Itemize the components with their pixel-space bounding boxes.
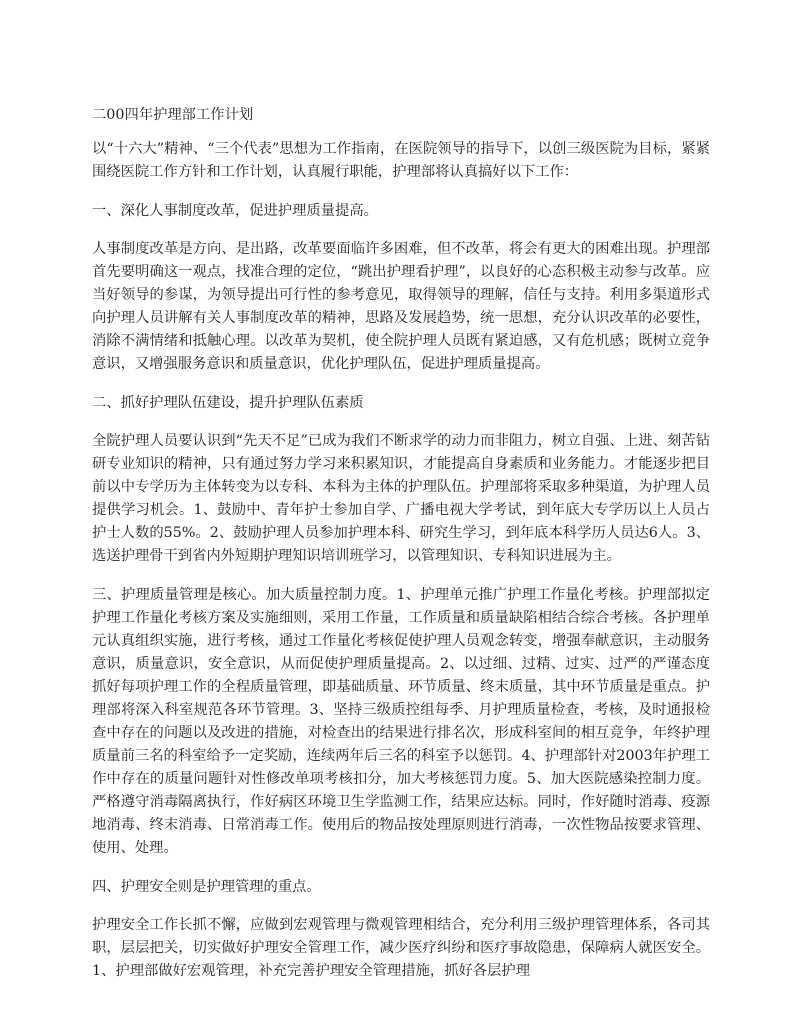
section-paragraph-2: 全院护理人员要认识到“先天不足”已成为我们不断求学的动力而非阻力，树立自强、上进、刻苦钻研专业知识的精神，只有通过努力学习来积累知识，才能提高自身素质和业务能力。才能逐步把目前以中专学历为主体转变为以专科、本科为主体的护理队伍。护理部将采取多种渠道，为护理人员提供学习机会。1、鼓励中、青年护士参加自学、广播电视大学考试，到年底大专学历以上人员占护士人数的55%。2、鼓励护理人员参加护理本科、研究生学习，到年底本科学历人员达6人。3、选送护理骨干到省内外短期护理知识培训班学习，以管理知识、专科知识进展为主。: [92, 433, 710, 564]
section-heading-2: 二、抓好护理队伍建设，提升护理队伍素质: [92, 395, 364, 411]
document-body: [92, 104, 710, 999]
section-paragraph-1: 人事制度改革是方向、是出路，改革要面临许多困难，但不改革，将会有更大的困难出现。护理部首先要明确这一观点，找准合理的定位，“跳出护理看护理”，以良好的心态积极主动参与改革。应当好领导的参谋，为领导提出可行性的参考意见，取得领导的理解，信任与支持。利用多渠道形式向护理人员讲解有关人事制度改革的精神，思路及发展趋势，统一思想，充分认识改革的必要性，消除不满情绪和抵触心理。以改革为契机，使全院护理人员既有紧迫感，又有危机感；既树立竞争意识，又增强服务意识和质量意识，优化护理队伍，促进护理质量提高。: [92, 241, 710, 372]
section-heading-1: 一、深化人事制度改革，促进护理质量提高。: [92, 203, 378, 219]
section-paragraph-4: 护理安全工作长抓不懈，应做到宏观管理与微观管理相结合，充分利用三级护理管理体系，各司其职，层层把关，切实做好护理安全管理工作，减少医疗纠纷和医疗事故隐患，保障病人就医安全。1、护理部做好宏观管理，补充完善护理安全管理措施，抓好各层护理: [92, 917, 710, 979]
intro-paragraph: 以“十六大”精神、“三个代表”思想为工作指南，在医院领导的指导下，以创三级医院为目标，紧紧围绕医院工作方针和工作计划，认真履行职能，护理部将认真搞好以下工作：: [92, 141, 710, 180]
document-title: 二00四年护理部工作计划: [92, 107, 254, 123]
section-heading-4: 四、护理安全则是护理管理的重点。: [92, 879, 321, 895]
section-paragraph-3: 三、护理质量管理是核心。加大质量控制力度。1、护理单元推广护理工作量化考核。护理部拟定护理工作量化考核方案及实施细则，采用工作量，工作质量和质量缺陷相结合综合考核。各护理单元认真组织实施，进行考核，通过工作量化考核促使护理人员观念转变，增强奉献意识，主动服务意识，质量意识，安全意识，从而促使护理质量提高。2、以过细、过精、过实、过严的严谨态度抓好每项护理工作的全程质量管理，即基础质量、环节质量、终末质量，其中环节质量是重点。护理部将深入科室规范各环节管理。3、坚持三级质控组每季、月护理质量检查，考核，及时通报检查中存在的问题以及改进的措施，对检查出的结果进行排名次，形成科室间的相互竞争，年终护理质量前三名的科室给予一定奖励，连续两年后三名的科室予以惩罚。4、护理部针对2003年护理工作中存在的质量问题针对性修改单项考核扣分，加大考核惩罚力度。5、加大医院感染控制力度。严格遵守消毒隔离执行，作好病区环境卫生学监测工作，结果应达标。同时，作好随时消毒、疫源地消毒、终末消毒、日常消毒工作。使用后的物品按处理原则进行消毒，一次性物品按要求管理、使用、处理。: [92, 587, 710, 856]
